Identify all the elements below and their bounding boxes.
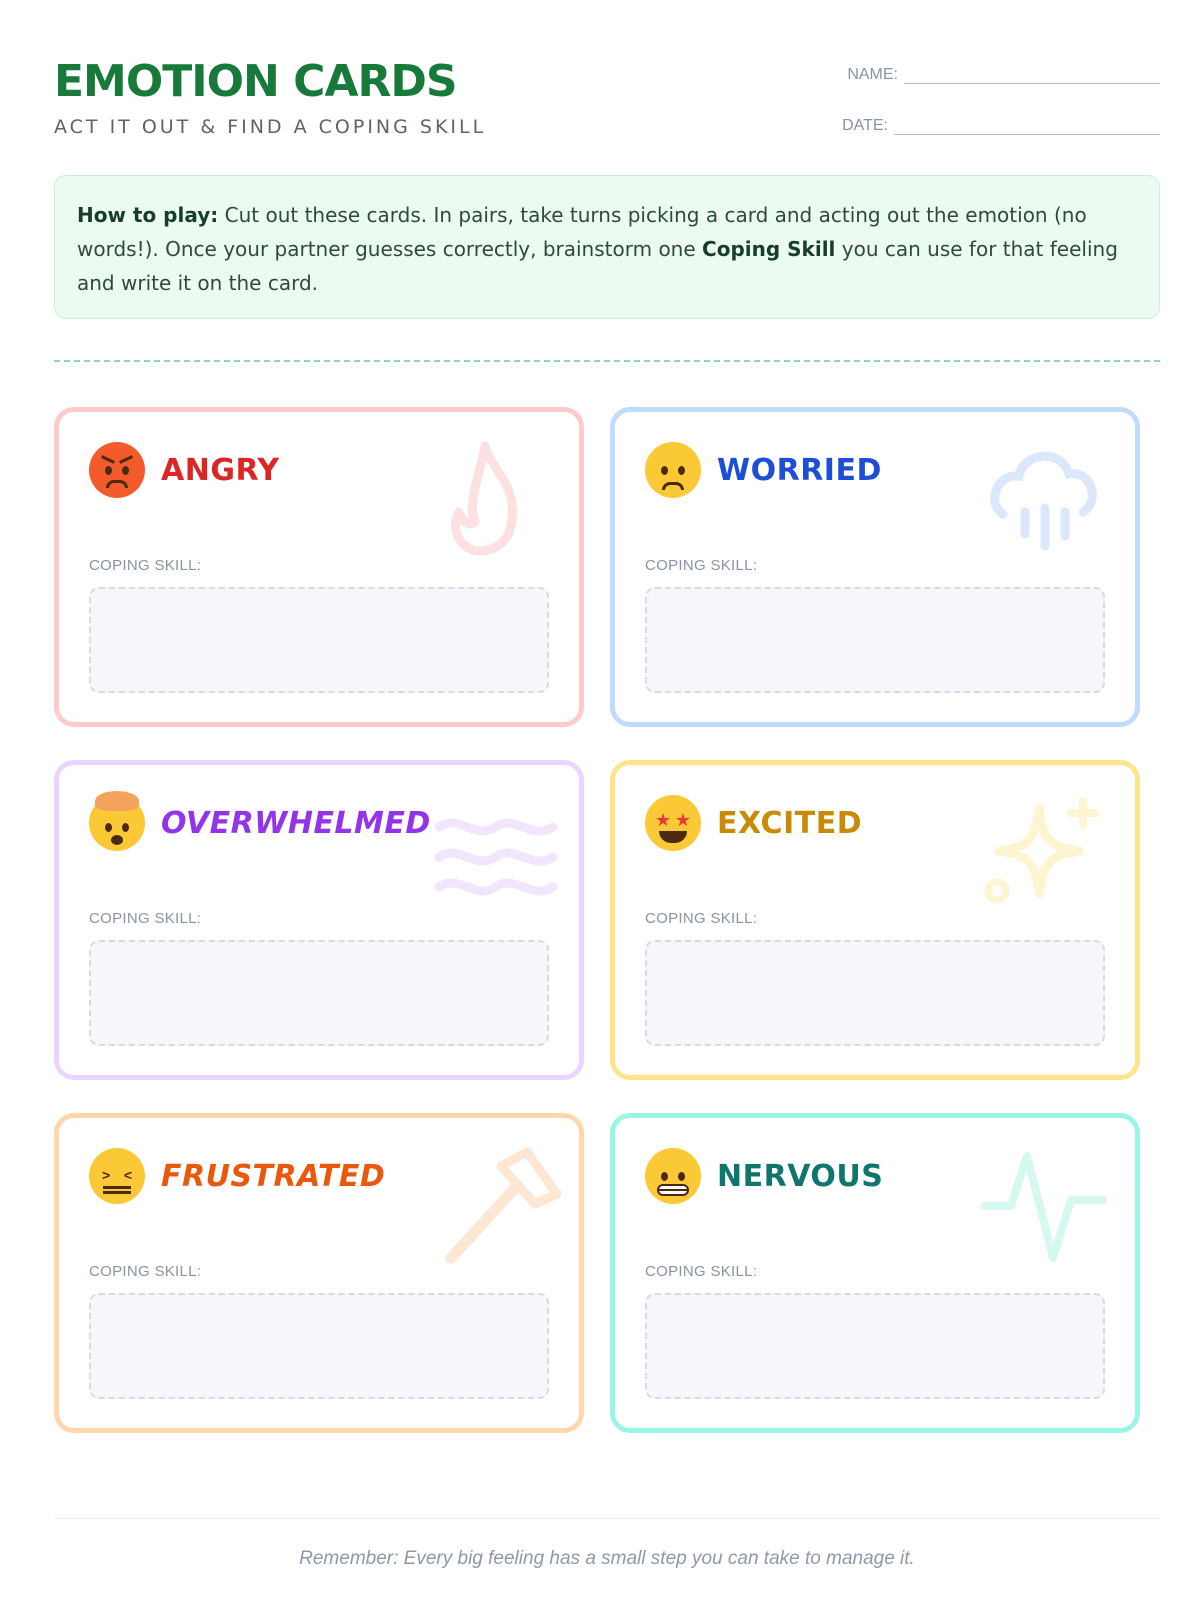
- how-to-play-text-1: Cut out these cards. In pairs, take turns picking a card and acting out the emotion (no words!). Once your partner guesses correctly, brainstorm one: [77, 203, 1087, 261]
- coping-skill-label: COPING SKILL:: [645, 910, 758, 927]
- card-heading: [645, 442, 882, 498]
- card-heading: [89, 795, 431, 851]
- emotion-name: EXCITED: [717, 805, 863, 841]
- rain-cloud-icon: [979, 434, 1109, 564]
- exploding-head-icon: [89, 795, 145, 851]
- emotion-name: WORRIED: [717, 452, 882, 488]
- confounded-face-icon: > <: [89, 1148, 145, 1204]
- cut-line-divider: [54, 360, 1160, 362]
- card-heading: [89, 1148, 385, 1204]
- coping-skill-label: COPING SKILL:: [645, 557, 758, 574]
- pulse-icon: [979, 1140, 1109, 1270]
- footer-divider: [54, 1518, 1160, 1519]
- coping-skill-label: COPING SKILL:: [89, 557, 202, 574]
- how-to-play-box: [54, 175, 1160, 319]
- emotion-name: ANGRY: [161, 452, 280, 488]
- grimacing-face-icon: [645, 1148, 701, 1204]
- coping-skill-input[interactable]: [645, 940, 1105, 1046]
- emotion-card-overwhelmed: [54, 760, 584, 1080]
- date-label: DATE:: [842, 117, 888, 134]
- emotion-name: OVERWHELMED: [161, 805, 431, 841]
- coping-skill-input[interactable]: [645, 1293, 1105, 1399]
- page-title: EMOTION CARDS: [54, 56, 457, 107]
- emotion-name: NERVOUS: [717, 1158, 884, 1194]
- how-to-play-lead: How to play:: [77, 203, 219, 227]
- meta-fields: [800, 66, 1160, 135]
- emotion-card-excited: [610, 760, 1140, 1080]
- how-to-play-text-2: you can use for that feeling and write it on the card.: [77, 237, 1118, 295]
- date-field[interactable]: [800, 117, 1160, 135]
- date-line[interactable]: [894, 121, 1160, 135]
- emotion-card-frustrated: [54, 1113, 584, 1433]
- angry-face-icon: [89, 442, 145, 498]
- emotion-card-nervous: [610, 1113, 1140, 1433]
- coping-skill-label: COPING SKILL:: [89, 910, 202, 927]
- coping-skill-label: COPING SKILL:: [645, 1263, 758, 1280]
- footer-note: Remember: Every big feeling has a small step you can take to manage it.: [299, 1548, 915, 1569]
- emotion-card-angry: [54, 407, 584, 727]
- name-field[interactable]: [800, 66, 1160, 84]
- coping-skill-input[interactable]: [89, 940, 549, 1046]
- hammer-icon: [431, 1140, 561, 1270]
- page-subtitle: ACT IT OUT & FIND A COPING SKILL: [54, 116, 487, 138]
- name-label: NAME:: [847, 66, 898, 83]
- coping-skill-input[interactable]: [89, 1293, 549, 1399]
- card-heading: [645, 795, 862, 851]
- coping-skill-label: COPING SKILL:: [89, 1263, 202, 1280]
- sparkle-icon: [979, 787, 1109, 917]
- waves-icon: [431, 787, 561, 917]
- star-struck-icon: ★ ★: [645, 795, 701, 851]
- worksheet-header: [54, 56, 1160, 146]
- name-line[interactable]: [904, 70, 1160, 84]
- coping-skill-input[interactable]: [89, 587, 549, 693]
- card-heading: [89, 442, 280, 498]
- worried-face-icon: [645, 442, 701, 498]
- coping-skill-input[interactable]: [645, 587, 1105, 693]
- emotion-name: FRUSTRATED: [161, 1158, 386, 1194]
- emotion-card-worried: [610, 407, 1140, 727]
- card-heading: [645, 1148, 883, 1204]
- flame-icon: [423, 434, 553, 564]
- coping-skill-emphasis: Coping Skill: [702, 237, 836, 261]
